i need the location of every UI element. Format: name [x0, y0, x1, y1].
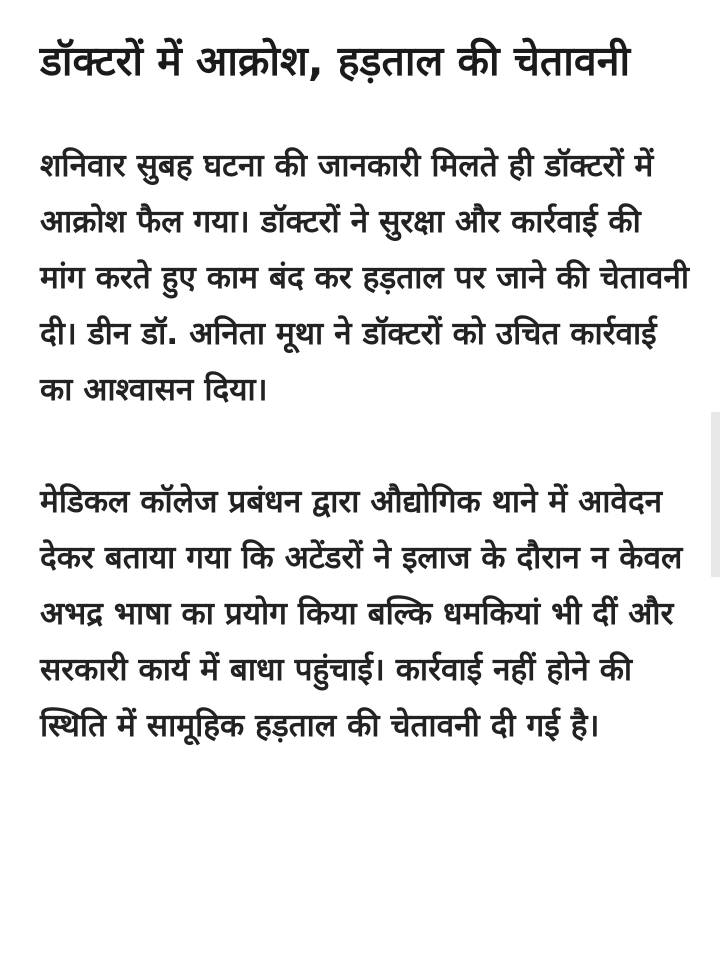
scrollbar-thumb[interactable] [711, 412, 720, 577]
article-headline: डॉक्टरों में आक्रोश, हड़ताल की चेतावनी [40, 37, 631, 85]
article-paragraph-2: मेडिकल कॉलेज प्रबंधन द्वारा औद्योगिक थाने में आवेदन देकर बताया गया कि अटेंडरों ने इलाज के दौरान न केवल अभद्र भाषा का प्रयोग किया बल्कि धमकियां भी दीं और सरकारी कार्य में बाधा पहुंचाई। कार्रवाई नहीं होने की स्थिति में सामूहिक हड़ताल की चेतावनी दी गई है। [40, 484, 683, 744]
article [40, 22, 690, 754]
article-paragraph-1: शनिवार सुबह घटना की जानकारी मिलते ही डॉक्टरों में आक्रोश फैल गया। डॉक्टरों ने सुरक्षा और कार्रवाई की मांग करते हुए काम बंद कर हड़ताल पर जाने की चेतावनी दी। डीन डॉ. अनिता मूथा ने डॉक्टरों को उचित कार्रवाई का आश्वासन दिया। [40, 148, 690, 408]
